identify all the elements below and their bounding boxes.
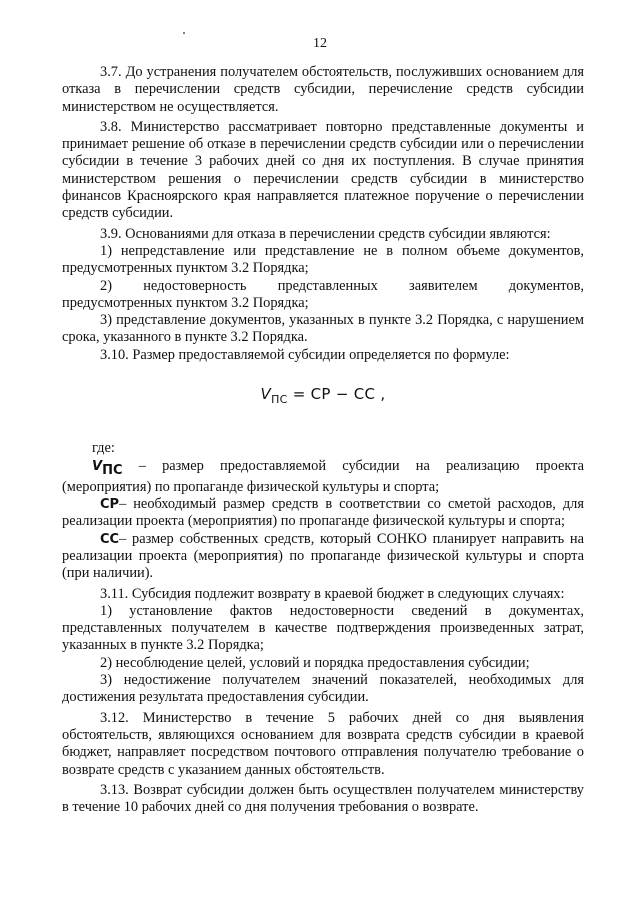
list-item-3-9-2: 2) недостоверность представленных заявителем документов, предусмотренных пунктом 3.2 Порядка; [62,277,584,311]
paragraph-3-7: 3.7. До устранения получателем обстоятельств, послуживших основанием для отказа в перечислении средств субсидии, перечисление средств субсидии министерством не осуществляется. [62,64,584,115]
scan-speck [183,32,185,34]
formula-v-symbol: V [260,385,272,404]
ss-text: – размер собственных средств, который СОНКО планирует направить на реализации проекта (мероприятия) по пропаганде физической культуры и спорта (при наличии). [62,530,584,582]
list-item-3-9-3: 3) представление документов, указанных в пункте 3.2 Порядка, с нарушением срока, указанного в пункте 3.2 Порядка. [62,312,584,346]
vps-text: – размер предоставляемой субсидии на реализацию проекта (мероприятия) по пропаганде физической культуры и спорта; [62,457,584,495]
list-item-3-11-3: 3) недостижение получателем значений показателей, необходимых для достижения результата предоставления субсидии. [62,672,584,706]
paragraph-3-10: 3.10. Размер предоставляемой субсидии определяется по формуле: [100,346,510,363]
subsidy-formula [62,386,584,408]
list-item-3-11-2: 2) несоблюдение целей, условий и порядка предоставления субсидии; [100,654,530,671]
vps-symbol: V [92,458,103,474]
formula-rhs: = СР − СС , [287,385,386,404]
definition-vps [62,458,584,496]
ss-symbol: СС [100,531,120,547]
page-number: 12 [313,36,327,51]
vps-subscript: ПС [102,462,123,478]
list-item-3-9-1: 1) непредставление или представление не в полном объеме документов, предусмотренных пунктом 3.2 Порядка; [62,242,584,277]
definition-ss [62,531,584,583]
paragraph-3-9: 3.9. Основаниями для отказа в перечислении средств субсидии являются: [100,225,551,242]
paragraph-3-11: 3.11. Субсидия подлежит возврату в краевой бюджет в следующих случаях: [100,585,565,602]
sr-symbol: СР [100,497,120,513]
formula-v-subscript: ПС [271,393,288,407]
definition-sr [62,496,584,531]
document-body [62,64,584,816]
paragraph-3-8: 3.8. Министерство рассматривает повторно представленные документы и принимает решение об отказе в перечислении средств субсидии или о перечислении субсидии в течение 3 рабочих дней со дня их поступления. В случае принятия министерством решения о перечислении средств субсидии в министерство финансов Красноярского края направляется платежное поручение о перечислении средств субсидии. [62,118,584,222]
paragraph-3-13: 3.13. Возврат субсидии должен быть осуществлен получателем министерству в течение 10 рабочих дней со дня получения требования о возврате. [62,781,584,816]
list-item-3-11-1: 1) установление фактов недостоверности сведений в документах, представленных получателем в качестве подтверждения произведенных затрат, указанных в пункте 3.2 Порядка; [62,602,584,654]
where-label: где: [92,440,115,457]
paragraph-3-12: 3.12. Министерство в течение 5 рабочих дней со дня выявления обстоятельств, являющихся основанием для возврата средств субсидии в краевой бюджет, направляет посредством почтового отправления получателю требование о возврате средств с указанием данных обстоятельств. [62,709,584,778]
sr-text: – необходимый размер средств в соответствии со сметой расходов, для реализации проекта (мероприятия) по пропаганде физической культуры и спорта; [62,496,584,530]
